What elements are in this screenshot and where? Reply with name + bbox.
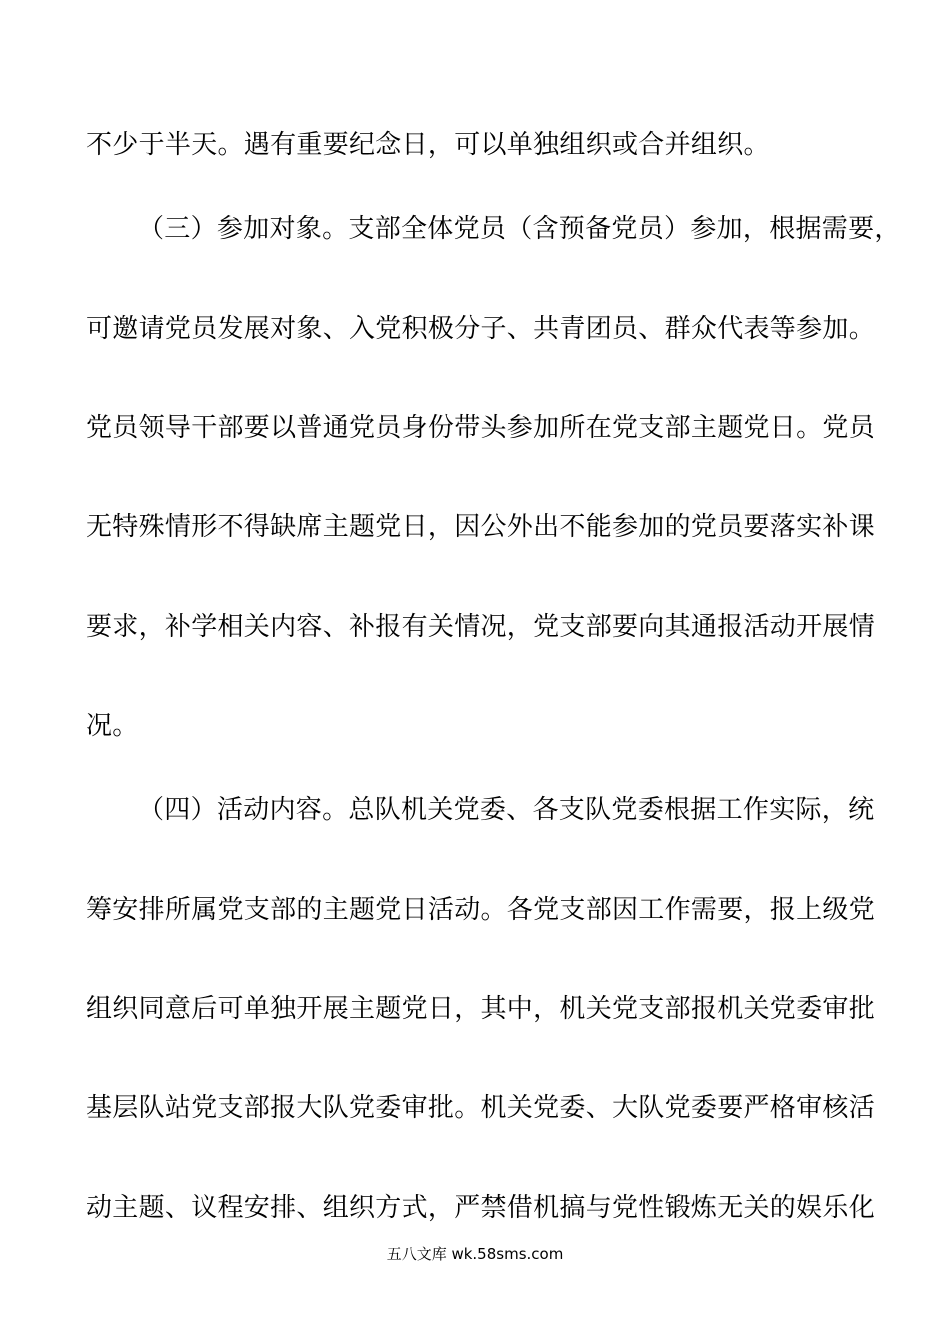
- paragraph-line: 可邀请党员发展对象、入党积极分子、共青团员、群众代表等参加。: [86, 314, 876, 344]
- paragraph-line: 不少于半天。遇有重要纪念日，可以单独组织或合并组织。: [86, 130, 770, 160]
- footer-watermark: 五八文库 wk.58sms.com: [386, 1245, 564, 1263]
- paragraph-line: 要求，补学相关内容、补报有关情况，党支部要向其通报活动开展情: [86, 612, 876, 642]
- paragraph-line: 党员领导干部要以普通党员身份带头参加所在党支部主题党日。党员: [86, 413, 876, 443]
- paragraph-line: 无特殊情形不得缺席主题党日，因公外出不能参加的党员要落实补课: [86, 512, 876, 542]
- paragraph-line: 动主题、议程安排、组织方式，严禁借机搞与党性锻炼无关的娱乐化: [86, 1193, 876, 1223]
- paragraph-line: 筹安排所属党支部的主题党日活动。各党支部因工作需要，报上级党: [86, 895, 876, 925]
- paragraph-line: 基层队站党支部报大队党委审批。机关党委、大队党委要严格审核活: [86, 1093, 876, 1123]
- paragraph-line: 况。: [86, 711, 139, 741]
- paragraph-line: （四）活动内容。总队机关党委、各支队党委根据工作实际，统: [138, 795, 875, 825]
- paragraph-line: 组织同意后可单独开展主题党日，其中，机关党支部报机关党委审批: [86, 994, 876, 1024]
- paragraph-line: （三）参加对象。支部全体党员（含预备党员）参加，根据需要，: [138, 214, 901, 244]
